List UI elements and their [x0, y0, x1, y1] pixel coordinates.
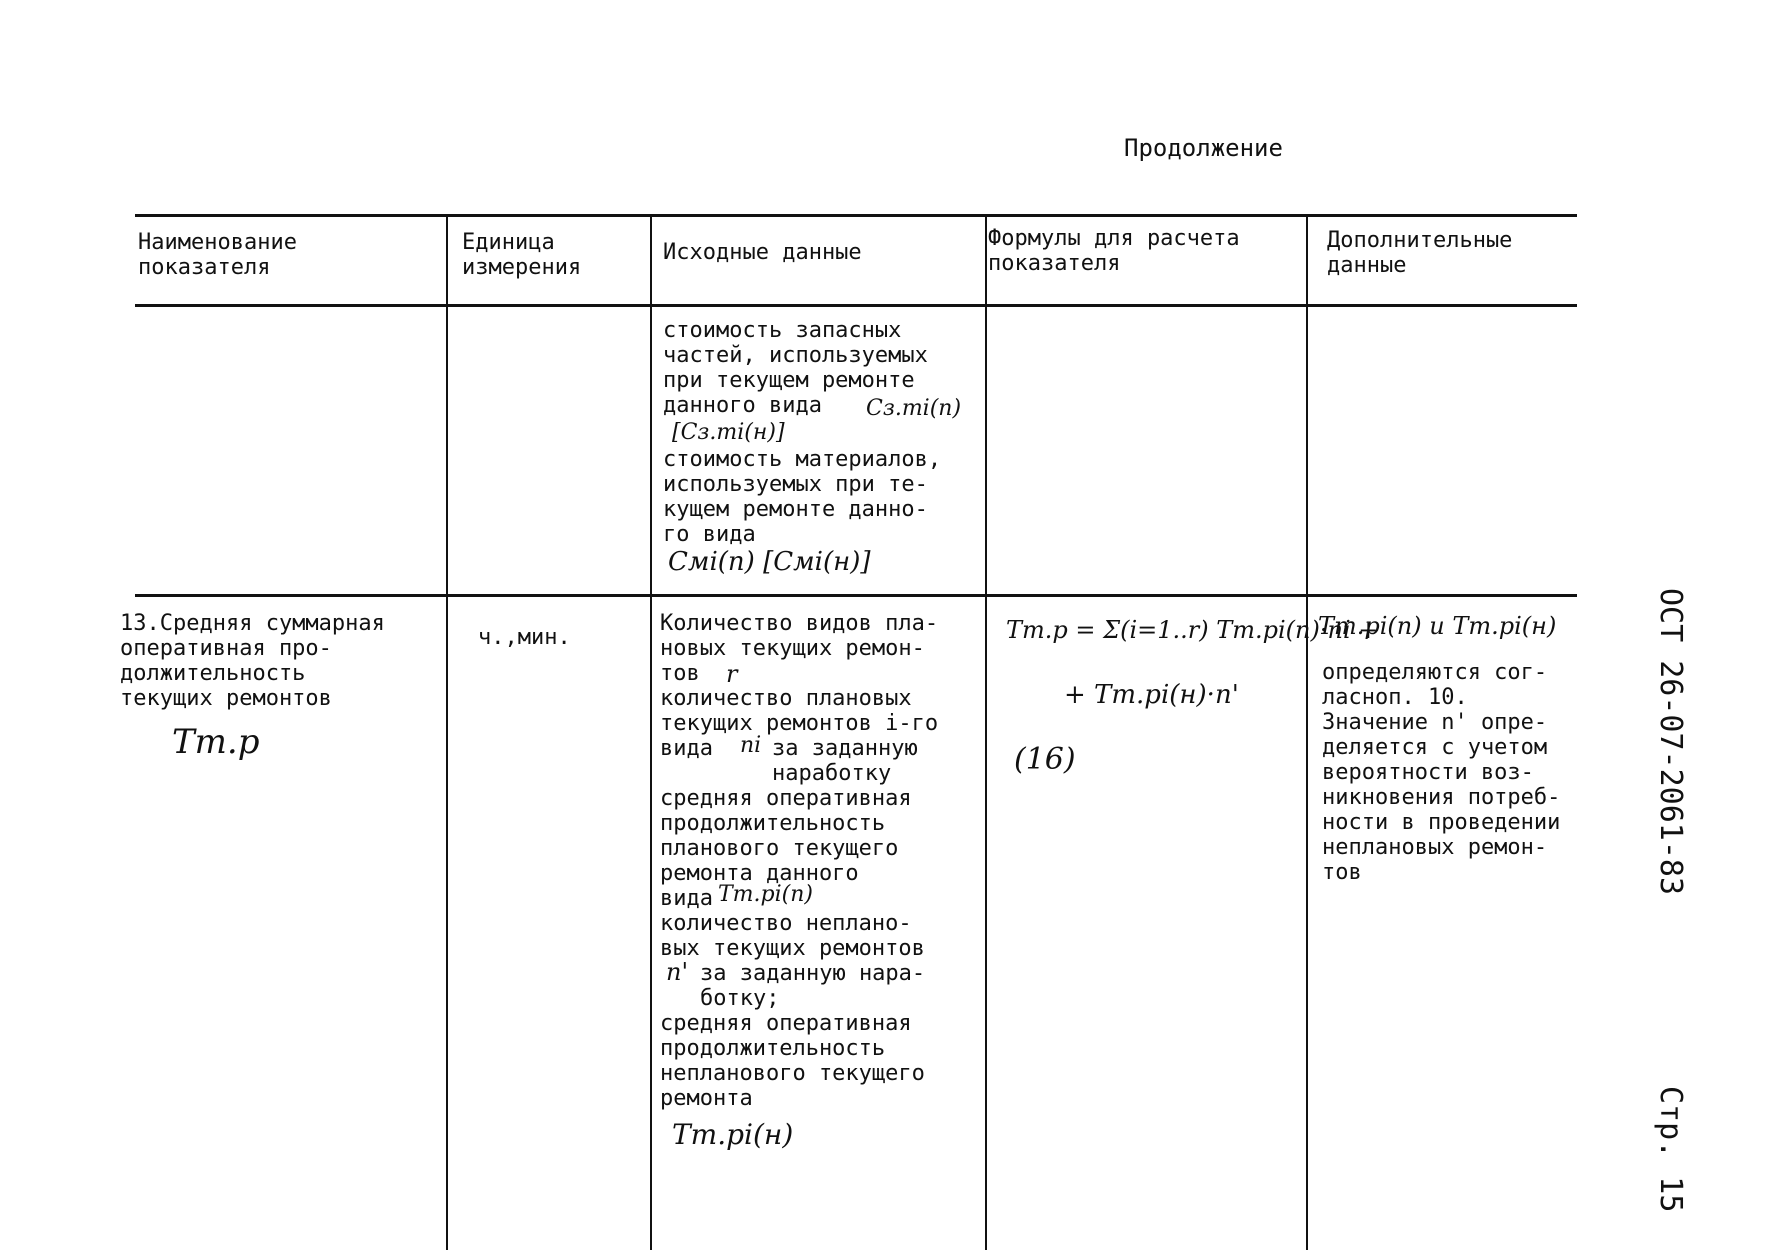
row13-source-2b: за заданную наработку	[772, 736, 918, 786]
row13-formula-number: (16)	[1014, 742, 1076, 777]
header-unit: Единица измерения	[462, 230, 582, 280]
continuation-label: Продолжение	[1124, 134, 1283, 162]
row-divider	[135, 594, 1577, 597]
row13-symbol-ni: ni	[740, 733, 762, 758]
row13-unit: ч.,мин.	[478, 625, 571, 650]
row13-symbol-unplanned-duration: Tт.pi(н)	[672, 1118, 794, 1151]
header-extra-data: Дополнительные данные	[1327, 228, 1513, 278]
header-indicator-name: Наименование показателя	[138, 230, 297, 280]
row13-symbol-r: r	[726, 660, 738, 688]
column-divider-3	[985, 214, 987, 1250]
row13-source-4: количество неплано- вых текущих ремонтов	[660, 911, 925, 961]
row13-symbol-n-prime: n'	[666, 958, 689, 986]
row13-symbol-planned-duration: Tт.pi(п)	[718, 882, 813, 907]
side-page-number: Стр. 15	[1653, 1086, 1688, 1213]
cont-symbol-spare-parts: Cз.тi(п)	[866, 396, 962, 421]
cont-symbol-materials: Cмi(п) [Cмi(н)]	[668, 547, 871, 577]
row13-source-2: количество плановых текущих ремонтов i-го вида	[660, 686, 939, 761]
column-divider-1	[446, 214, 448, 1250]
cont-source-text-1: стоимость запасных частей, используемых при текущем ремонте данного вида	[663, 318, 928, 418]
cont-source-text-2: стоимость материалов, используемых при те- кущем ремонте данно- го вида	[663, 447, 942, 547]
row13-source-1: Количество видов пла- новых текущих ремон- тов	[660, 611, 939, 686]
header-bottom-rule	[135, 304, 1577, 307]
row13-source-4b: за заданную нара- ботку;	[700, 961, 926, 1011]
column-divider-2	[650, 214, 652, 1250]
row13-formula-line-1: Tт.р = Σ(i=1..r) Tт.pi(п)·ni +	[1006, 616, 1379, 644]
row13-extra-text: определяются сог- ласноп. 10. Значение n' опре- деляется с учетом вероятности воз- никновения потреб- ности в проведении неплановых ремон- тов	[1322, 660, 1561, 885]
side-doc-code: ОСТ 26-07-2061-83	[1653, 588, 1688, 896]
cont-symbol-spare-parts-unplanned: [Cз.тi(н)]	[672, 420, 785, 445]
header-source-data: Исходные данные	[663, 240, 862, 265]
header-formulas: Формулы для расчета показателя	[988, 226, 1240, 276]
row13-name: 13.Средняя суммарная оперативная про- должительность текущих ремонтов	[120, 611, 385, 711]
table-top-rule	[135, 214, 1577, 217]
row13-source-3: средняя оперативная продолжительность планового текущего ремонта данного вида	[660, 786, 912, 911]
column-divider-4	[1306, 214, 1308, 1250]
row13-name-symbol: Tт.р	[172, 722, 260, 762]
row13-source-5: средняя оперативная продолжительность непланового текущего ремонта	[660, 1011, 925, 1111]
row13-formula-line-2: + Tт.pi(н)·n'	[1064, 680, 1239, 710]
row13-extra-symbols: Tт.pi(п) и Tт.pi(н)	[1318, 612, 1557, 640]
